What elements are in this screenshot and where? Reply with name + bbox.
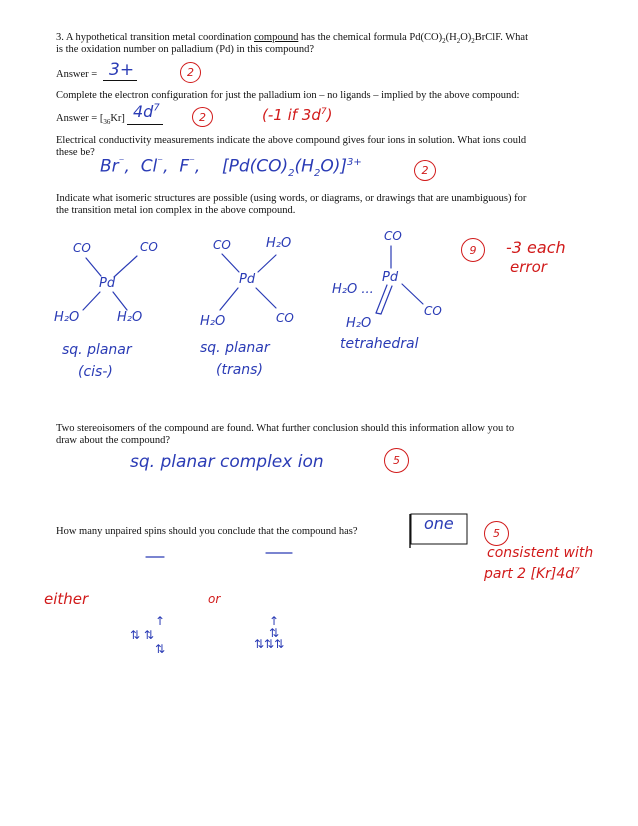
structure-1-bottom-right: H₂O xyxy=(117,310,143,325)
answer-1-value: 3+ xyxy=(109,60,135,80)
structure-2-center: Pd xyxy=(239,272,256,287)
electron-config-note: (-1 if $3d^7$) xyxy=(262,106,333,124)
structure-3-left: H₂O ... xyxy=(332,282,374,297)
question-3-line2: is the oxidation number on palladium (Pd) in this compound? xyxy=(56,44,315,55)
structure-3-right: CO xyxy=(424,304,442,318)
spins-score: 5 xyxy=(484,521,509,546)
structure-3-label: tetrahedral xyxy=(340,336,419,352)
structure-2-bottom-left: H₂O xyxy=(200,314,226,329)
conductivity-question-line1: Electrical conductivity measurements indicate the above compound gives four ions in solution. What ions could xyxy=(56,135,527,146)
structure-1-top-right: CO xyxy=(140,240,158,254)
structure-2-top-right: H₂O xyxy=(266,236,292,251)
structure-1-top-left: CO xyxy=(73,241,91,255)
isomers-penalty-line1: -3 each xyxy=(506,238,566,257)
orbital-diagram-2-mid: ⇅ xyxy=(269,626,280,640)
orbital-diagram-2-row: ⇅⇅⇅ xyxy=(254,637,285,651)
stereo-question-line2: draw about the compound? xyxy=(56,435,171,446)
orbital-diagram-2-top: ↑ xyxy=(269,614,280,628)
structure-1-bottom-left: H₂O xyxy=(54,310,80,325)
orbital-diagram-1-row: ⇅ ⇅ xyxy=(130,628,154,642)
spins-answer: one xyxy=(424,514,454,533)
spins-question: How many unpaired spins should you conclude that the compound has? xyxy=(56,526,358,537)
structure-3-bottom: H₂O xyxy=(346,316,372,331)
spins-note-line1: consistent with xyxy=(487,545,594,561)
stereo-score: 5 xyxy=(384,448,409,473)
isomers-penalty-line2: error xyxy=(510,258,547,276)
stereo-answer: sq. planar complex ion xyxy=(130,452,324,472)
stereo-question-line1: Two stereoisomers of the compound are found. What further conclusion should this information allow you to xyxy=(56,423,515,434)
conductivity-score: 2 xyxy=(414,160,436,181)
structure-2-label: sq. planar xyxy=(200,340,270,356)
structure-3-top: CO xyxy=(384,229,402,243)
either-label: either xyxy=(44,590,89,608)
structure-1-center: Pd xyxy=(99,276,116,291)
electron-config-label: Answer = $[_{36}Kr]$ xyxy=(56,113,125,127)
or-label: or xyxy=(208,592,221,606)
isomers-question-line2: the transition metal ion complex in the above compound. xyxy=(56,205,296,216)
structure-2-bottom-right: CO xyxy=(276,311,294,325)
answer-1-score: 2 xyxy=(180,62,201,83)
isomers-score: 9 xyxy=(461,238,485,262)
electron-config-question: Complete the electron configuration for just the palladium ion – no ligands – implied by the above compound: xyxy=(56,90,520,101)
question-3-line1: 3. A hypothetical transition metal coordination compound has the chemical formula $Pd(CO)_2(H_2O)_2BrClF$. What xyxy=(56,32,528,46)
electron-config-value: $4d^7$ xyxy=(133,102,160,121)
structure-2-top-left: CO xyxy=(213,238,231,252)
conductivity-question-line2: these be? xyxy=(56,147,95,158)
isomers-question-line1: Indicate what isomeric structures are possible (using words, or diagrams, or drawings that are unambiguous) for xyxy=(56,193,527,204)
structure-1-label: sq. planar xyxy=(62,342,132,358)
orbital-diagram-1-bottom: ⇅ xyxy=(155,642,166,656)
structure-2-sublabel: (trans) xyxy=(216,362,263,378)
electron-config-score: 2 xyxy=(192,107,213,127)
answer-1-label: Answer = xyxy=(56,69,98,80)
spins-note-line2: part 2 [Kr]4d⁷ xyxy=(484,566,580,582)
orbital-diagram-1-top: ↑ xyxy=(155,614,166,628)
conductivity-answer: Br⁻, Cl⁻, F⁻, $[Pd(CO)_2(H_2O)]^{3+}$ xyxy=(100,155,362,180)
structure-3-center: Pd xyxy=(382,270,399,285)
structure-1-sublabel: (cis-) xyxy=(78,364,113,380)
